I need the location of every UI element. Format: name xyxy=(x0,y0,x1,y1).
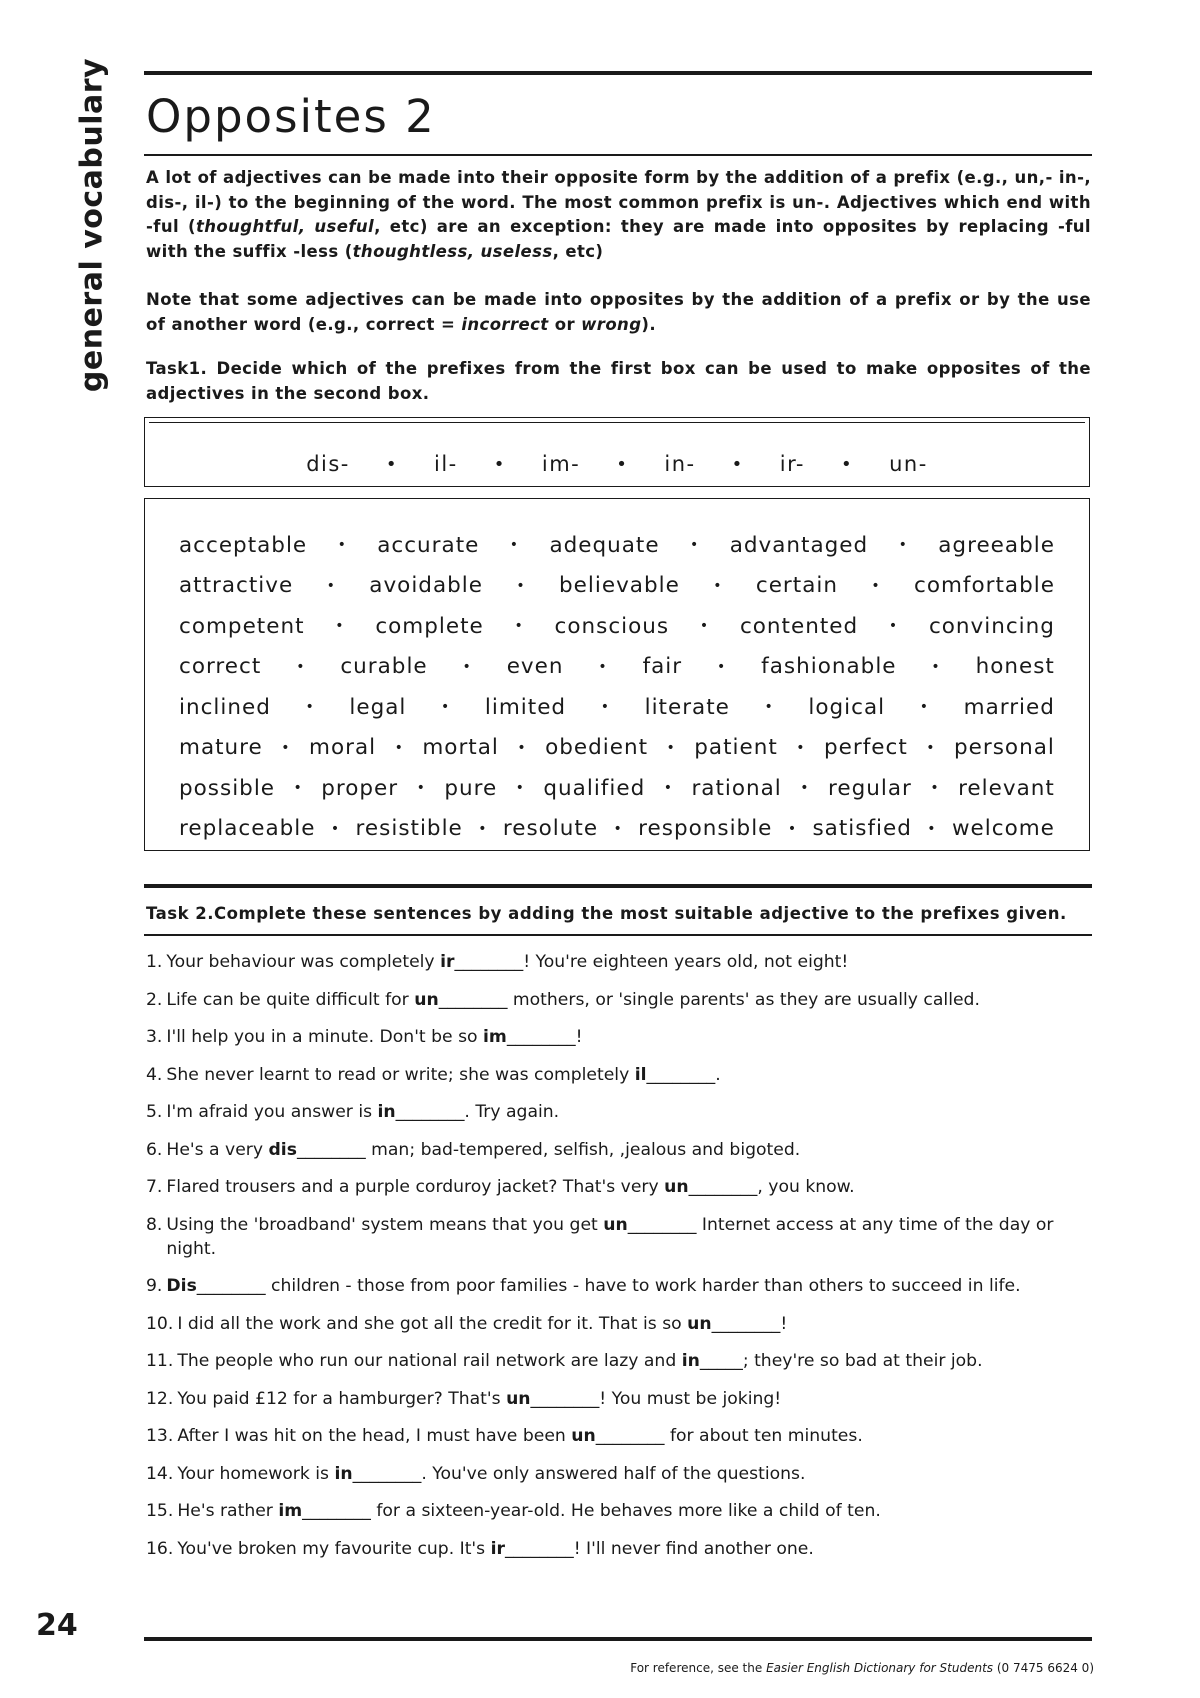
sentence-item xyxy=(146,1025,1091,1049)
sentence-number: 4. xyxy=(146,1064,163,1085)
sentence-list xyxy=(146,950,1091,1574)
prefix-hint: ir xyxy=(440,952,455,972)
sentence-text xyxy=(166,1100,1091,1124)
adjective-item: even xyxy=(506,654,564,680)
prefix-item: in- xyxy=(664,452,696,476)
adjective-row xyxy=(179,647,1055,688)
bullet-separator: • xyxy=(441,699,451,716)
prefix-item: dis- xyxy=(306,452,350,476)
task2-heading: Task 2.Complete these sentences by adding the most suitable adjective to the prefixes given. xyxy=(146,904,1067,923)
bullet-separator: • xyxy=(731,453,744,475)
text-run: Flared trousers and a purple corduroy jacket? That's very xyxy=(166,1177,665,1197)
text-run: ________, you know. xyxy=(688,1177,855,1197)
top-rule xyxy=(144,71,1092,75)
adjective-item: convincing xyxy=(928,613,1055,639)
bullet-separator: • xyxy=(796,739,806,756)
text-run: ________ children - those from poor families - have to work harder than others to succeed in life. xyxy=(196,1276,1021,1296)
adjective-item: pure xyxy=(444,775,498,801)
sentence-number: 9. xyxy=(146,1276,163,1296)
bullet-separator: • xyxy=(515,780,525,797)
adjective-item: rational xyxy=(691,775,782,801)
bullet-separator: • xyxy=(416,780,426,797)
sentence-number: 16. xyxy=(146,1538,174,1559)
sentence-number: 14. xyxy=(146,1463,174,1484)
text-run: ________ Internet access at any time of the day or night. xyxy=(166,1214,1054,1259)
bullet-separator: • xyxy=(871,577,881,594)
adjective-row xyxy=(179,525,1055,566)
bullet-separator: • xyxy=(840,453,854,475)
adjective-item: literate xyxy=(644,694,730,720)
adjective-item: complete xyxy=(375,613,484,639)
text-run: Your behaviour was completely xyxy=(166,952,441,972)
italic-text: thoughtless, useless xyxy=(352,241,553,261)
sentence-item xyxy=(146,988,1091,1012)
adjective-item: curable xyxy=(340,654,428,680)
sentence-item xyxy=(146,1138,1091,1162)
text-run: I'm afraid you answer is xyxy=(166,1102,378,1122)
bullet-separator: • xyxy=(764,699,774,716)
adjective-item: advantaged xyxy=(729,532,869,558)
bullet-separator: • xyxy=(690,537,700,554)
adjective-row xyxy=(179,809,1055,850)
adjective-item: limited xyxy=(484,694,567,720)
sentence-text xyxy=(166,1274,1091,1298)
sentence-item xyxy=(146,1349,1091,1373)
text-run: , etc) xyxy=(552,241,604,261)
adjective-item: resolute xyxy=(502,816,599,842)
sentence-number: 6. xyxy=(146,1139,163,1160)
bullet-separator: • xyxy=(713,577,723,594)
prefix-list xyxy=(145,452,1089,476)
prefix-hint: un xyxy=(414,989,439,1010)
italic-text: wrong xyxy=(581,314,642,334)
adjective-item: certain xyxy=(755,573,838,599)
adjective-item: fair xyxy=(642,654,683,680)
sentence-item xyxy=(146,1424,1091,1448)
adjective-item: possible xyxy=(179,775,276,801)
adjective-item: personal xyxy=(954,735,1055,761)
text-run: He's a very xyxy=(166,1139,269,1160)
prefix-item: il- xyxy=(434,452,458,476)
sentence-number: 1. xyxy=(146,952,163,972)
footer-reference xyxy=(630,1661,1094,1675)
bullet-separator: • xyxy=(613,820,623,837)
adjective-item: conscious xyxy=(554,613,670,639)
adjective-item: satisfied xyxy=(812,816,912,842)
task2-top-rule xyxy=(144,884,1092,888)
prefix-hint: im xyxy=(483,1027,507,1047)
adjective-item: attractive xyxy=(179,573,294,599)
sentence-number: 13. xyxy=(146,1426,174,1446)
text-run: You paid £12 for a hamburger? That's xyxy=(177,1388,507,1409)
sentence-text xyxy=(177,1537,1091,1561)
bullet-separator: • xyxy=(462,658,472,675)
adjective-item: responsible xyxy=(638,816,773,842)
adjective-item: patient xyxy=(694,735,778,761)
bullet-separator: • xyxy=(394,739,404,756)
bullet-separator: • xyxy=(930,780,940,797)
adjective-item: logical xyxy=(808,694,886,720)
sentence-text xyxy=(166,1063,1091,1087)
sentence-text xyxy=(177,1349,1091,1373)
sentence-item xyxy=(146,1175,1091,1199)
adjective-row xyxy=(179,606,1055,647)
text-run: The people who run our national rail network are lazy and xyxy=(177,1351,682,1371)
page-title: Opposites 2 xyxy=(146,90,436,143)
prefix-item: un- xyxy=(889,452,928,476)
text-run: ________. xyxy=(646,1064,721,1085)
adjective-item: acceptable xyxy=(179,532,308,558)
bullet-separator: • xyxy=(281,739,291,756)
text-run: _____; they're so bad at their job. xyxy=(699,1351,983,1371)
sentence-item xyxy=(146,1063,1091,1087)
adjective-item: accurate xyxy=(377,532,480,558)
side-label: general vocabulary xyxy=(74,57,110,393)
bullet-separator: • xyxy=(787,820,798,837)
adjective-item: mortal xyxy=(422,735,499,761)
adjective-row xyxy=(179,768,1055,809)
bullet-separator: • xyxy=(919,699,929,716)
bullet-separator: • xyxy=(385,453,399,475)
bullet-separator: • xyxy=(335,618,345,635)
prefix-hint: un xyxy=(687,1313,712,1334)
bullet-separator: • xyxy=(927,820,937,837)
sentence-item xyxy=(146,1274,1091,1298)
adjective-item: competent xyxy=(179,613,305,639)
text-run: ). xyxy=(641,314,657,334)
sentence-text xyxy=(166,1138,1091,1162)
adjective-item: agreeable xyxy=(938,532,1055,558)
adjective-item: proper xyxy=(321,775,399,801)
sentence-item xyxy=(146,950,1091,974)
prefix-hint: in xyxy=(377,1102,396,1122)
adjective-row xyxy=(179,687,1055,728)
sentence-number: 11. xyxy=(146,1351,174,1371)
text-run: I did all the work and she got all the credit for it. That is so xyxy=(177,1313,688,1334)
task1-instruction: Task1. Decide which of the prefixes from the first box can be used to make opposites of the adjectives in the second box. xyxy=(146,359,1091,403)
sentence-number: 8. xyxy=(146,1214,163,1235)
bullet-separator: • xyxy=(337,537,347,554)
bullet-separator: • xyxy=(616,453,629,475)
text-run: (0 7475 6624 0) xyxy=(993,1661,1094,1675)
bullet-separator: • xyxy=(305,699,315,716)
sentence-text xyxy=(177,1462,1091,1486)
bullet-separator: • xyxy=(600,699,610,716)
text-run: ________! xyxy=(506,1027,583,1047)
sentence-item xyxy=(146,1387,1091,1411)
text-run: ________! xyxy=(711,1313,788,1334)
text-run: or xyxy=(548,314,582,334)
intro-paragraph-1 xyxy=(146,166,1091,264)
sentence-text xyxy=(166,1025,1091,1049)
sentence-number: 10. xyxy=(146,1313,174,1334)
bullet-separator: • xyxy=(493,453,506,475)
adjective-row xyxy=(179,728,1055,769)
prefix-hint: Dis xyxy=(166,1276,197,1296)
title-rule xyxy=(144,154,1092,156)
sentence-number: 12. xyxy=(146,1388,174,1409)
adjective-row xyxy=(179,566,1055,607)
bullet-separator: • xyxy=(931,658,941,675)
sentence-item xyxy=(146,1537,1091,1561)
intro-paragraph-2 xyxy=(146,288,1091,337)
italic-text: Easier English Dictionary for Students xyxy=(766,1661,994,1675)
bullet-separator: • xyxy=(699,618,710,635)
sentence-item xyxy=(146,1100,1091,1124)
adjective-item: qualified xyxy=(543,775,646,801)
intro-text xyxy=(146,166,1091,430)
bullet-separator: • xyxy=(800,780,810,797)
sentence-number: 3. xyxy=(146,1027,163,1047)
adjective-item: obedient xyxy=(545,735,649,761)
text-run: ________ for about ten minutes. xyxy=(595,1426,863,1446)
bullet-separator: • xyxy=(666,739,676,756)
prefix-hint: il xyxy=(634,1064,647,1085)
sentence-number: 5. xyxy=(146,1102,163,1122)
italic-text: thoughtful, useful xyxy=(195,217,375,236)
sentence-text xyxy=(166,1213,1091,1261)
text-run: ________! You're eighteen years old, not eight! xyxy=(454,952,849,972)
prefix-hint: un xyxy=(664,1177,689,1197)
prefix-box xyxy=(144,417,1090,487)
bullet-separator: • xyxy=(516,577,526,594)
prefix-hint: un xyxy=(571,1426,596,1446)
adjective-item: regular xyxy=(828,775,912,801)
italic-text: incorrect xyxy=(461,314,549,334)
bullet-separator: • xyxy=(514,618,524,635)
sentence-item xyxy=(146,1499,1091,1523)
adjective-item: relevant xyxy=(958,775,1055,801)
text-run: ________ for a sixteen-year-old. He behaves more like a child of ten. xyxy=(302,1501,881,1521)
prefix-hint: in xyxy=(334,1463,353,1484)
prefix-hint: un xyxy=(603,1214,628,1235)
text-run: Note that some adjectives can be made into opposites by the addition of a prefix or by the use of another word (e.g., correct = xyxy=(146,290,1091,334)
sentence-item xyxy=(146,1312,1091,1336)
text-run: A lot of adjectives can be made into their opposite form by the addition of a prefix (e.g., un,- in-, dis-, il-) to the beginning of the word. The most common prefix is un-. Adjectives which end with -ful ( xyxy=(146,168,1091,236)
prefix-hint: in xyxy=(681,1351,700,1371)
adjective-item: honest xyxy=(975,654,1055,680)
prefix-hint: ir xyxy=(490,1538,505,1559)
bullet-separator: • xyxy=(296,658,306,675)
sentence-text xyxy=(177,1312,1091,1336)
bullet-separator: • xyxy=(926,739,936,756)
prefix-item: im- xyxy=(541,452,581,476)
text-run: Your homework is xyxy=(177,1463,335,1484)
adjective-item: adequate xyxy=(549,532,660,558)
text-run: ________. You've only answered half of the questions. xyxy=(352,1463,806,1484)
sentence-item xyxy=(146,1213,1091,1261)
adjective-item: welcome xyxy=(951,816,1055,842)
adjective-item: contented xyxy=(739,613,859,639)
sentence-number: 7. xyxy=(146,1177,163,1197)
text-run: He's rather xyxy=(177,1501,279,1521)
text-run: I'll help you in a minute. Don't be so xyxy=(166,1027,483,1047)
adjective-item: married xyxy=(963,694,1055,720)
text-run: ________. Try again. xyxy=(395,1102,560,1122)
sentence-number: 2. xyxy=(146,989,163,1010)
bullet-separator: • xyxy=(293,780,303,797)
text-run: For reference, see the xyxy=(630,1661,767,1675)
bullet-separator: • xyxy=(898,537,908,554)
adjective-box xyxy=(144,498,1090,851)
text-run: She never learnt to read or write; she was completely xyxy=(166,1064,635,1085)
adjective-list xyxy=(179,525,1055,849)
bullet-separator: • xyxy=(598,658,608,675)
sentence-text xyxy=(166,950,1091,974)
bullet-separator: • xyxy=(509,537,520,554)
sentence-text xyxy=(177,1499,1091,1523)
adjective-item: believable xyxy=(559,573,680,599)
sentence-text xyxy=(166,988,1091,1012)
bullet-separator: • xyxy=(478,820,488,837)
bullet-separator: • xyxy=(663,780,673,797)
text-run: ________! I'll never find another one. xyxy=(504,1538,814,1559)
sentence-number: 15. xyxy=(146,1501,174,1521)
adjective-item: comfortable xyxy=(914,573,1055,599)
prefix-hint: un xyxy=(506,1388,531,1409)
prefix-item: ir- xyxy=(779,452,805,476)
prefix-box-inner-line xyxy=(149,422,1085,423)
text-run: After I was hit on the head, I must have been xyxy=(177,1426,572,1446)
sentence-text xyxy=(166,1175,1091,1199)
text-run: , etc) are an exception: they are made into opposites by replacing -ful with the suffix -less ( xyxy=(146,217,1091,261)
adjective-item: legal xyxy=(349,694,407,720)
task2-heading-rule xyxy=(144,934,1092,936)
bullet-separator: • xyxy=(326,577,336,594)
bullet-separator: • xyxy=(517,739,527,756)
adjective-item: avoidable xyxy=(369,573,483,599)
text-run: ________ man; bad-tempered, selfish, ,jealous and bigoted. xyxy=(296,1139,801,1160)
page-number: 24 xyxy=(36,1608,78,1643)
adjective-item: fashionable xyxy=(761,654,897,680)
adjective-item: moral xyxy=(309,735,377,761)
adjective-item: correct xyxy=(179,654,262,680)
prefix-hint: im xyxy=(278,1501,303,1521)
text-run: ________ mothers, or 'single parents' as they are usually called. xyxy=(438,989,980,1010)
text-run: ________! You must be joking! xyxy=(530,1388,782,1409)
sentence-text xyxy=(177,1387,1091,1411)
text-run: Life can be quite difficult for xyxy=(166,989,415,1010)
adjective-item: mature xyxy=(179,735,263,761)
adjective-item: perfect xyxy=(824,735,908,761)
adjective-item: replaceable xyxy=(179,816,316,842)
sentence-text xyxy=(177,1424,1091,1448)
prefix-hint: dis xyxy=(268,1139,297,1160)
text-run: Using the 'broadband' system means that you get xyxy=(166,1214,604,1235)
adjective-item: resistible xyxy=(355,816,463,842)
bullet-separator: • xyxy=(330,820,341,837)
sentence-item xyxy=(146,1462,1091,1486)
text-run: You've broken my favourite cup. It's xyxy=(177,1538,491,1559)
footer-rule xyxy=(144,1637,1092,1641)
adjective-item: inclined xyxy=(179,694,271,720)
bullet-separator: • xyxy=(888,618,899,635)
bullet-separator: • xyxy=(717,658,727,675)
